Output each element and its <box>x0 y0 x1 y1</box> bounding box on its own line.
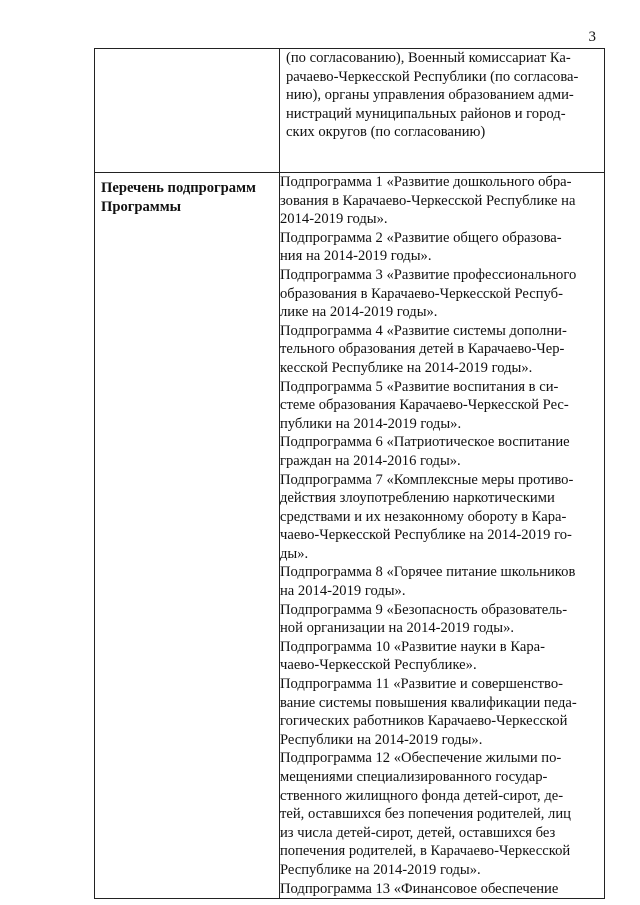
subprogram-line: кесской Республике на 2014-2019 годы». <box>280 359 533 376</box>
label-line: Перечень подпрограмм <box>101 180 256 196</box>
subprogram-line: Подпрограмма 4 «Развитие системы дополни- <box>280 322 567 339</box>
program-passport-table <box>94 48 605 899</box>
subprogram-line: мещениями специализированного государ- <box>280 769 548 785</box>
subprogram-item <box>280 433 604 470</box>
subprogram-line: граждан на 2014-2016 годы». <box>280 452 461 469</box>
subprogram-line: ной организации на 2014-2019 годы». <box>280 620 515 637</box>
text-line: (по согласованию), Военный комиссариат Ка- <box>286 50 571 66</box>
subprogram-line: Подпрограмма 13 «Финансовое обеспечение <box>280 880 559 897</box>
subprogram-line: Подпрограмма 3 «Развитие профессионального <box>280 266 577 283</box>
subprogram-item <box>280 322 604 378</box>
subprogram-line: ственного жилищного фонда детей-сирот, де- <box>280 787 564 804</box>
subprogram-item <box>280 675 604 749</box>
subprograms-list <box>280 173 604 898</box>
subprogram-line: Подпрограмма 8 «Горячее питание школьников <box>280 564 576 581</box>
subprogram-line: Подпрограмма 9 «Безопасность образователь- <box>280 601 568 618</box>
subprogram-item <box>280 229 604 266</box>
subprogram-item <box>280 563 604 600</box>
subprogram-line: Республики на 2014-2019 годы». <box>280 731 483 748</box>
label-line: Программы <box>101 198 182 215</box>
subprogram-line: зования в Карачаево-Черкесской Республике на <box>280 192 576 209</box>
subprogram-line: Подпрограмма 12 «Обеспечение жилыми по- <box>280 750 562 767</box>
table-row <box>95 49 605 173</box>
subprogram-line: Подпрограмма 11 «Развитие и совершенство- <box>280 676 564 693</box>
subprogram-line: Республике на 2014-2019 годы». <box>280 861 481 878</box>
subprogram-item <box>280 471 604 564</box>
subprograms-label <box>95 173 279 216</box>
subprogram-line: образования в Карачаево-Черкесской Респуб- <box>280 285 563 302</box>
text-line: рачаево-Черкесской Республики (по согласова- <box>286 68 579 85</box>
table-row <box>95 173 605 899</box>
subprogram-line: 2014-2019 годы». <box>280 211 388 228</box>
subprogram-item <box>280 601 604 638</box>
text-line: нию), органы управления образованием адми- <box>286 87 574 104</box>
subprogram-line: стеме образования Карачаево-Черкесской Рес- <box>280 397 569 414</box>
subprogram-line: Подпрограмма 6 «Патриотическое воспитание <box>280 434 570 451</box>
subprogram-item <box>280 378 604 434</box>
subprogram-line: ния на 2014-2019 годы». <box>280 248 432 265</box>
subprogram-item <box>280 173 604 229</box>
subprogram-line: действия злоупотреблению наркотическими <box>280 490 555 507</box>
subprogram-line: Подпрограмма 5 «Развитие воспитания в си- <box>280 378 559 395</box>
subprogram-item <box>280 638 604 675</box>
responsible-executors-text <box>286 49 599 142</box>
subprogram-line: гогических работников Карачаево-Черкесской <box>280 713 568 730</box>
page-number: 3 <box>588 29 596 45</box>
subprogram-line: Подпрограмма 1 «Развитие дошкольного обра- <box>280 174 572 190</box>
subprogram-line: тельного образования детей в Карачаево-Чер- <box>280 341 565 358</box>
table-cell-empty <box>95 49 280 173</box>
subprogram-line: попечения родителей, в Карачаево-Черкесской <box>280 843 571 860</box>
subprogram-line: Подпрограмма 2 «Развитие общего образова- <box>280 229 562 246</box>
subprogram-line: публики на 2014-2019 годы». <box>280 415 462 432</box>
subprogram-line: из числа детей-сирот, детей, оставшихся без <box>280 824 556 841</box>
responsible-executors-cell <box>280 49 605 173</box>
text-line: ских округов (по согласованию) <box>286 124 486 141</box>
subprogram-item <box>280 749 604 879</box>
subprograms-list-cell <box>280 173 605 899</box>
subprogram-line: Подпрограмма 10 «Развитие науки в Кара- <box>280 638 545 655</box>
subprogram-line: чаево-Черкесской Республике на 2014-2019 го- <box>280 527 572 544</box>
subprogram-item <box>280 880 604 899</box>
subprograms-label-cell <box>95 173 280 899</box>
subprogram-line: на 2014-2019 годы». <box>280 583 406 600</box>
subprogram-line: вание системы повышения квалификации педа- <box>280 694 577 711</box>
subprogram-line: лике на 2014-2019 годы». <box>280 304 438 321</box>
subprogram-line: тей, оставшихся без попечения родителей, лиц <box>280 806 571 823</box>
subprogram-line: чаево-Черкесской Республике». <box>280 657 477 674</box>
subprogram-line: Подпрограмма 7 «Комплексные меры противо- <box>280 471 574 488</box>
subprogram-item <box>280 266 604 322</box>
subprogram-line: ды». <box>280 545 309 562</box>
subprogram-line: средствами и их незаконному обороту в Кара- <box>280 508 567 525</box>
text-line: нистраций муниципальных районов и город- <box>286 105 566 122</box>
